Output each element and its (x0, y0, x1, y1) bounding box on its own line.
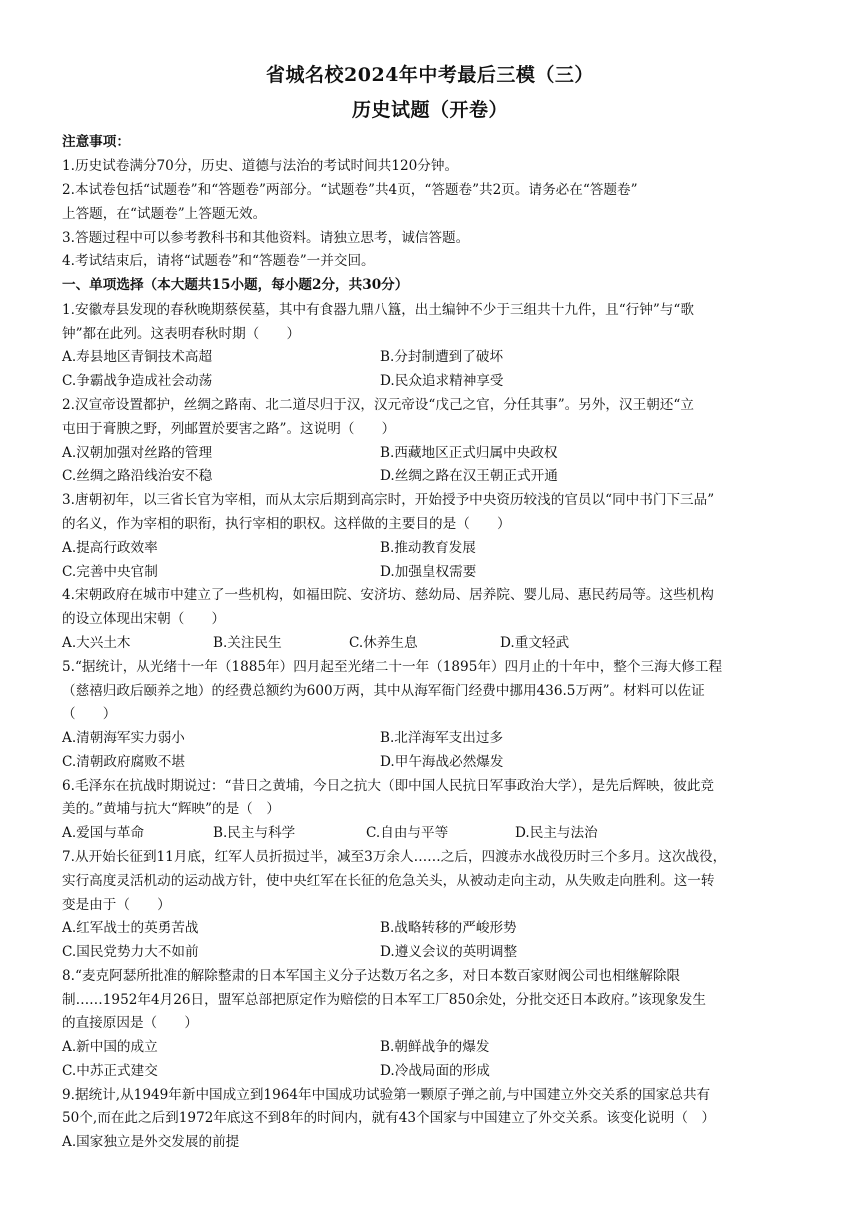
question-stem: 屯田于膏腴之野，列邮置於要害之路”。这说明（ ） (62, 421, 396, 437)
question-stem: 9.据统计,从1949年新中国成立到1964年中国成功试验第一颗原子弹之前,与中国建立外交关系的国家总共有 (62, 1087, 711, 1103)
notes-item: 4.考试结束后，请将“试题卷”和“答题卷”一并交回。 (62, 253, 375, 269)
option-c: C.自由与平等 (366, 825, 449, 841)
option-d: D.民主与法治 (515, 825, 598, 841)
question-stem: 4.宋朝政府在城市中建立了一些机构，如福田院、安济坊、慈幼局、居养院、婴儿局、惠民药局等。这些机构 (62, 587, 714, 603)
option-c: C.清朝政府腐败不堪 (62, 754, 185, 770)
question-stem: 美的。”黄埔与抗大“辉映”的是（ ） (62, 801, 280, 817)
option-c: C.完善中央官制 (62, 564, 158, 580)
option-d: D.甲午海战必然爆发 (380, 754, 504, 770)
option-a: A.国家独立是外交发展的前提 (62, 1134, 240, 1150)
option-c: C.争霸战争造成社会动荡 (62, 373, 213, 389)
question-stem: 制……1952年4月26日，盟军总部把原定作为赔偿的日本军工厂850余处，分批交还日本政府。”该现象发生 (62, 992, 706, 1008)
option-b: B.推动教育发展 (380, 540, 476, 556)
option-d: D.重文轻武 (500, 635, 570, 651)
option-d: D.冷战局面的形成 (380, 1063, 490, 1079)
notes-item: 3.答题过程中可以参考教科书和其他资料。请独立思考，诚信答题。 (62, 230, 470, 246)
notes-heading: 注意事项： (62, 134, 130, 150)
question-stem: 8.“麦克阿瑟所批准的解除整肃的日本军国主义分子达数万名之多，对日本数百家财阀公司也相继解除限 (62, 968, 681, 984)
option-a: A.大兴土木 (62, 635, 131, 651)
question-stem: 钟”都在此列。这表明春秋时期（ ） (62, 326, 301, 342)
option-a: A.清朝海军实力弱小 (62, 730, 185, 746)
option-b: B.关注民生 (213, 635, 282, 651)
option-c: C.休养生息 (349, 635, 418, 651)
question-stem: 的名义，作为宰相的职衔，执行宰相的职权。这样做的主要目的是（ ） (62, 516, 511, 532)
question-stem: （ ） (62, 706, 117, 722)
notes-item: 1.历史试卷满分70分，历史、道德与法治的考试时间共120分钟。 (62, 158, 459, 174)
option-b: B.民主与科学 (213, 825, 296, 841)
option-c: C.丝绸之路沿线治安不稳 (62, 468, 213, 484)
option-a: A.提高行政效率 (62, 540, 158, 556)
question-stem: 7.从开始长征到11月底，红军人员折损过半，减至3万余人……之后，四渡赤水战役历时三个多月。这次战役， (62, 849, 727, 865)
option-a: A.汉朝加强对丝路的管理 (62, 445, 213, 461)
option-b: B.朝鲜战争的爆发 (380, 1039, 490, 1055)
question-stem: 5.“据统计，从光绪十一年（1885年）四月起至光绪二十一年（1895年）四月止的十年中，整个三海大修工程 (62, 659, 723, 675)
option-a: A.新中国的成立 (62, 1039, 158, 1055)
option-c: C.中苏正式建交 (62, 1063, 158, 1079)
question-stem: 的直接原因是（ ） (62, 1015, 198, 1031)
option-d: D.加强皇权需要 (380, 564, 477, 580)
question-stem: 的设立体现出宋朝（ ） (62, 611, 226, 627)
exam-subtitle: 历史试题（开卷） (351, 99, 508, 121)
question-stem: 50个,而在此之后到1972年底这不到8年的时间内，就有43个国家与中国建立了外交关系。该变化说明（ ） (62, 1110, 716, 1126)
question-stem: 2.汉宣帝设置都护，丝绸之路南、北二道尽归于汉，汉元帝设“戊己之官，分任其事”。另外，汉王朝还“立 (62, 397, 694, 413)
option-a: A.爱国与革命 (62, 825, 145, 841)
section-heading: 一、单项选择（本大题共15小题，每小题2分，共30分） (62, 277, 409, 293)
exam-title: 省城名校2024年中考最后三模（三） (266, 64, 594, 86)
option-a: A.红军战士的英勇苦战 (62, 920, 199, 936)
question-stem: 1.安徽寿县发现的春秋晚期蔡侯墓，其中有食器九鼎八簋，出土编钟不少于三组共十九件，且“行钟”与“歌 (62, 302, 694, 318)
question-stem: 变是由于（ ） (62, 897, 171, 913)
question-stem: （慈禧归政后颐养之地）的经费总额约为600万两，其中从海军衙门经费中挪用436.5万两”。材料可以佐证 (62, 683, 705, 699)
notes-item: 上答题，在“试题卷”上答题无效。 (62, 206, 267, 222)
option-a: A.寿县地区青铜技术高超 (62, 349, 213, 365)
question-stem: 实行高度灵活机动的运动战方针，使中央红军在长征的危急关头，从被动走向主动，从失败走向胜利。这一转 (62, 873, 715, 889)
option-b: B.北洋海军支出过多 (380, 730, 504, 746)
option-b: B.西藏地区正式归属中央政权 (380, 445, 558, 461)
option-d: D.民众追求精神享受 (380, 373, 504, 389)
option-d: D.遵义会议的英明调整 (380, 944, 518, 960)
option-b: B.战略转移的严峻形势 (380, 920, 517, 936)
option-d: D.丝绸之路在汉王朝正式开通 (380, 468, 558, 484)
question-stem: 3.唐朝初年，以三省长官为宰相，而从太宗后期到高宗时，开始授予中央资历较浅的官员以“同中书门下三品” (62, 492, 715, 508)
question-stem: 6.毛泽东在抗战时期说过：“昔日之黄埔，今日之抗大（即中国人民抗日军事政治大学），是先后辉映，彼此竞 (62, 778, 715, 794)
notes-item: 2.本试卷包括“试题卷”和“答题卷”两部分。“试题卷”共4页，“答题卷”共2页。请务必在“答题卷” (62, 182, 638, 198)
option-b: B.分封制遭到了破坏 (380, 349, 504, 365)
option-c: C.国民党势力大不如前 (62, 944, 199, 960)
